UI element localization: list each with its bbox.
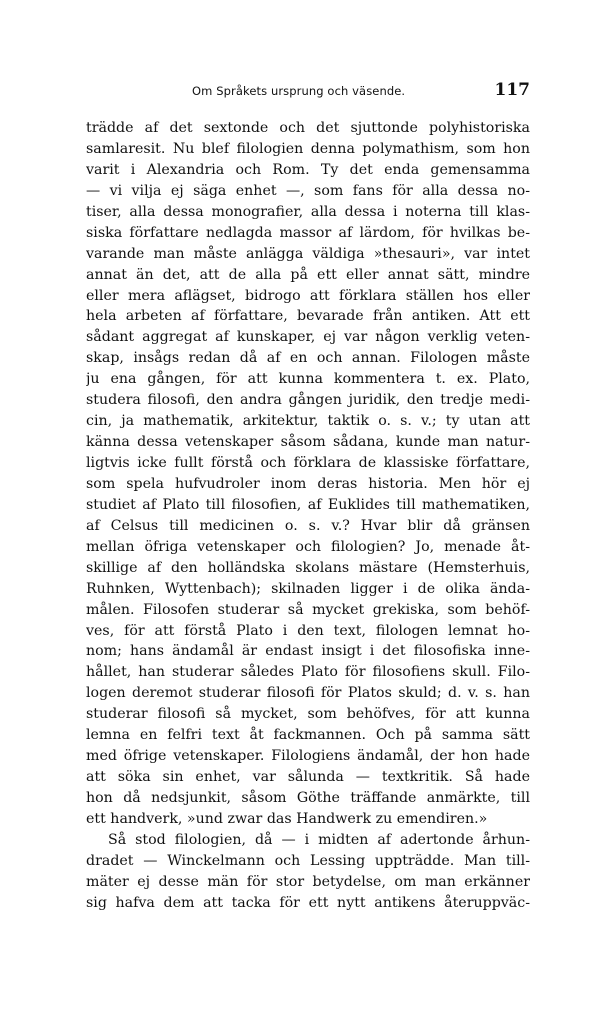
text-line: studerar filosofi så mycket, som behöfves, för att kunna (86, 706, 530, 723)
text-line: hållet, han studerar således Plato för filosofiens skull. Filo- (86, 664, 530, 681)
text-line: skillige af den holländska skolans mästare (Hemsterhuis, (86, 559, 530, 576)
text-line: sig hafva dem att tacka för ett nytt antikens återuppväc- (86, 894, 530, 911)
text-line: med öfrige vetenskaper. Filologiens ändamål, der hon hade (86, 748, 530, 765)
body-text (86, 118, 530, 914)
text-line: tiser, alla dessa monografier, alla dessa i noterna till klas- (86, 203, 530, 220)
text-line: Ruhnken, Wyttenbach); skilnaden ligger i de olika ända- (86, 580, 530, 597)
text-line: ett handverk, »und zwar das Handwerk zu emendiren.» (86, 810, 488, 827)
text-line: Så stod filologien, då — i midten af adertonde århun- (108, 831, 530, 848)
text-line: att söka sin enhet, var sålunda — textkritik. Så hade (86, 769, 530, 786)
text-line: varande man måste anlägga väldiga »thesauri», var intet (86, 245, 530, 262)
text-line: känna dessa vetenskaper såsom sådana, kunde man natur- (86, 434, 530, 451)
text-line: hela arbeten af författare, bevarade från antiken. Att ett (86, 308, 530, 325)
text-line: studiet af Plato till filosofien, af Euklides till mathematiken, (86, 496, 530, 513)
text-line: mellan öfriga vetenskaper och filologien? Jo, menade åt- (86, 538, 530, 555)
text-line: studera filosofi, den andra gången juridik, den tredje medi- (86, 392, 530, 409)
text-line: dradet — Winckelmann och Lessing uppträdde. Man till- (86, 852, 530, 869)
text-line: som spela hufvudroler inom deras historia. Men hör ej (86, 475, 530, 492)
text-line: nom; hans ändamål är endast insigt i det filosofiska inne- (86, 643, 530, 660)
text-line: — vi vilja ej säga enhet —, som fans för alla dessa no- (86, 182, 530, 199)
text-line: trädde af det sextonde och det sjuttonde polyhistoriska (86, 120, 530, 136)
library-stamp (420, 965, 530, 987)
running-head: Om Språkets ursprung och väsende. (192, 84, 406, 98)
text-line: ligtvis icke fullt förstå och förklara de klassiske författare, (86, 455, 530, 471)
text-line: siska författare nedlagda massor af lärdom, för hvilkas be- (86, 224, 530, 241)
page-header (80, 80, 530, 104)
text-line: ju ena gången, för att kunna kommentera t. ex. Plato, (86, 371, 530, 388)
text-line: eller mera aflägset, bidrogo att förklara ställen hos eller (86, 287, 530, 304)
text-line: sådant aggregat af kunskaper, ej var någon verklig veten- (86, 329, 530, 346)
page-number: 117 (494, 80, 530, 100)
text-line: annat än det, att de alla på ett eller annat sätt, mindre (86, 266, 530, 283)
text-line: mäter ej desse män för stor betydelse, om man erkänner (86, 873, 530, 890)
text-line: af Celsus till medicinen o. s. v.? Hvar blir då gränsen (86, 517, 530, 534)
text-line: samlaresit. Nu blef filologien denna polymathism, som hon (86, 140, 530, 157)
text-line: varit i Alexandria och Rom. Ty det enda gemensamma (86, 161, 530, 178)
text-line: målen. Filosofen studerar så mycket grekiska, som behöf- (86, 601, 530, 618)
text-line: hon då nedsjunkit, såsom Göthe träffande anmärkte, till (86, 790, 530, 806)
text-line: lemna en felfri text åt fackmannen. Och på samma sätt (86, 727, 530, 744)
text-line: skap, insågs redan då af en och annan. Filologen måste (86, 350, 530, 367)
text-line: ves, för att förstå Plato i den text, filologen lemnat ho- (86, 622, 530, 639)
text-line: cin, ja mathematik, arkitektur, taktik o. s. v.; ty utan att (86, 413, 530, 430)
text-line: logen deremot studerar filosofi för Platos skuld; d. v. s. han (86, 685, 530, 702)
